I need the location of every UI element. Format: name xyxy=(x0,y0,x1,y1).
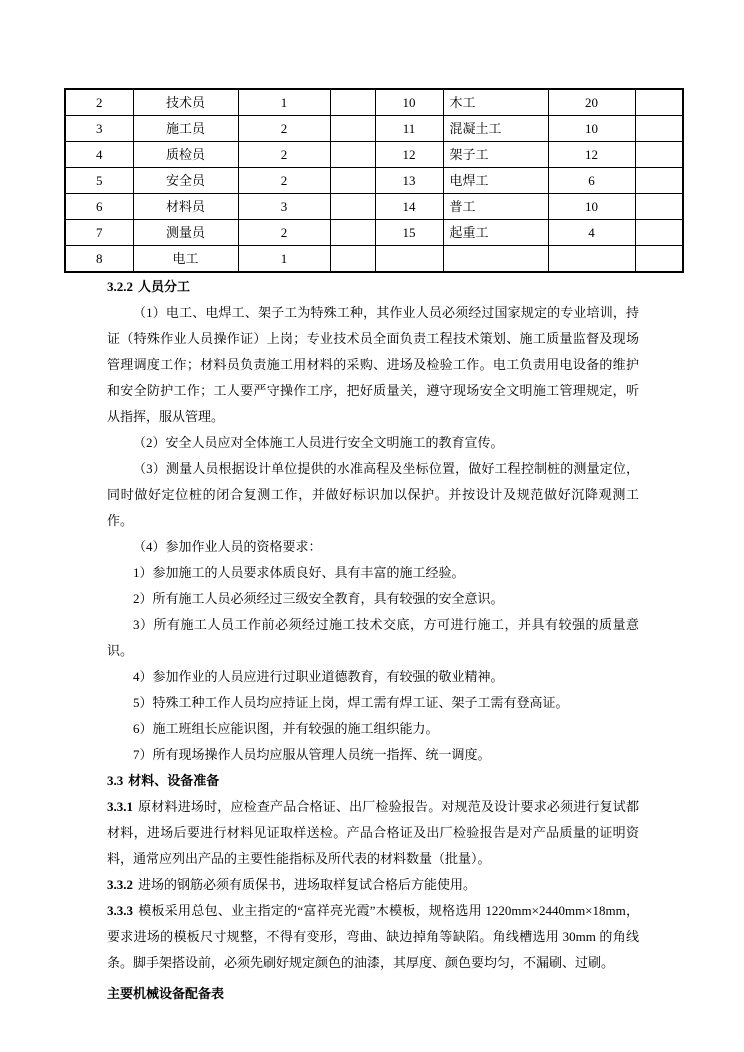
paragraph-1: （1）电工、电焊工、架子工为特殊工种，其作业人员必须经过国家规定的专业培训，持证（特殊作业人员操作证）上岗；专业技术员全面负责工程技术策划、施工质量监督及现场管理调度工作；材料员负责施工用材料的采购、进场及检验工作。电工负责用电设备的维护和安全防护工作；工人要严守操作工序，把好质量关，遵守现场安全文明施工管理规定，听从指挥，服从管理。 xyxy=(107,305,639,424)
trade-cell: 起重工 xyxy=(443,220,548,246)
trade-cell xyxy=(443,246,548,273)
section-heading-3-3 xyxy=(107,768,639,794)
serial-cell: 10 xyxy=(375,89,443,116)
list-item-3: 3）所有施工人员工作前必须经过施工技术交底，方可进行施工，并具有较强的质量意识。 xyxy=(107,617,639,658)
list-item-1: 1）参加施工的人员要求体质良好、具有丰富的施工经验。 xyxy=(133,565,465,580)
serial-cell: 3 xyxy=(65,116,133,142)
role-cell: 技术员 xyxy=(133,89,238,116)
paragraph-3-3-1 xyxy=(107,794,639,872)
serial-cell: 13 xyxy=(375,168,443,194)
qty-cell: 2 xyxy=(238,142,330,168)
serial-cell: 5 xyxy=(65,168,133,194)
qty-cell: 12 xyxy=(548,142,635,168)
empty-cell xyxy=(635,142,683,168)
table-row xyxy=(65,194,683,220)
trade-cell: 电焊工 xyxy=(443,168,548,194)
serial-cell xyxy=(375,246,443,273)
serial-cell: 4 xyxy=(65,142,133,168)
trade-cell: 混凝土工 xyxy=(443,116,548,142)
qty-cell xyxy=(548,246,635,273)
empty-cell xyxy=(635,246,683,273)
paragraph-3-3-3 xyxy=(107,898,639,976)
paragraph-4: （4）参加作业人员的资格要求： xyxy=(133,539,322,554)
table-row xyxy=(65,142,683,168)
trade-cell: 木工 xyxy=(443,89,548,116)
empty-cell xyxy=(330,246,375,273)
serial-cell: 2 xyxy=(65,89,133,116)
section-title: 人员分工 xyxy=(138,279,191,294)
qty-cell: 2 xyxy=(238,116,330,142)
section-number: 3.3 xyxy=(107,773,124,788)
heading-text: 主要机械设备配备表 xyxy=(107,986,225,1001)
list-item-6: 6）施工班组长应能识图，并有较强的施工组织能力。 xyxy=(133,721,439,736)
qty-cell: 20 xyxy=(548,89,635,116)
document-body xyxy=(107,274,639,1007)
table-row xyxy=(65,246,683,273)
qty-cell: 10 xyxy=(548,194,635,220)
qty-cell: 10 xyxy=(548,116,635,142)
role-cell: 测量员 xyxy=(133,220,238,246)
qty-cell: 6 xyxy=(548,168,635,194)
qty-cell: 3 xyxy=(238,194,330,220)
machine-table-heading xyxy=(107,981,639,1007)
qty-cell: 4 xyxy=(548,220,635,246)
list-item-5: 5）特殊工种工作人员均应持证上岗，焊工需有焊工证、架子工需有登高证。 xyxy=(133,695,569,710)
serial-cell: 6 xyxy=(65,194,133,220)
qty-cell: 2 xyxy=(238,220,330,246)
table-row xyxy=(65,89,683,116)
list-item-7: 7）所有现场操作人员均应服从管理人员统一指挥、统一调度。 xyxy=(133,747,491,762)
qty-cell: 1 xyxy=(238,246,330,273)
empty-cell xyxy=(635,116,683,142)
serial-cell: 12 xyxy=(375,142,443,168)
table-row xyxy=(65,116,683,142)
clause-number: 3.3.3 xyxy=(107,903,133,918)
role-cell: 材料员 xyxy=(133,194,238,220)
staff-allocation-table xyxy=(64,88,684,273)
empty-cell xyxy=(330,116,375,142)
serial-cell: 14 xyxy=(375,194,443,220)
list-item-2: 2）所有施工人员必须经过三级安全教育，具有较强的安全意识。 xyxy=(133,591,504,606)
empty-cell xyxy=(635,89,683,116)
clause-number: 3.3.1 xyxy=(107,799,133,814)
role-cell: 质检员 xyxy=(133,142,238,168)
table-row xyxy=(65,220,683,246)
clause-number: 3.3.2 xyxy=(107,877,133,892)
role-cell: 电工 xyxy=(133,246,238,273)
clause-text: 进场的钢筋必须有质保书，进场取样复试合格后方能使用。 xyxy=(138,877,477,892)
clause-text: 模板采用总包、业主指定的“富祥亮光霞”木模板，规格选用 1220mm×2440mm×18mm，要求进场的模板尺寸规整，不得有变形，弯曲、缺边掉角等缺陷。角线槽选用 30mm 的角线条。脚手架搭设前，必须先刷好规定颜色的油漆，其厚度、颜色要均匀，不漏刷、过刷。 xyxy=(107,903,639,970)
empty-cell xyxy=(330,194,375,220)
paragraph-3: （3）测量人员根据设计单位提供的水准高程及坐标位置，做好工程控制桩的测量定位，同时做好定位桩的闭合复测工作，并做好标识加以保护。并按设计及规范做好沉降观测工作。 xyxy=(107,461,639,528)
empty-cell xyxy=(330,89,375,116)
serial-cell: 11 xyxy=(375,116,443,142)
empty-cell xyxy=(330,168,375,194)
qty-cell: 1 xyxy=(238,89,330,116)
table-row xyxy=(65,168,683,194)
serial-cell: 8 xyxy=(65,246,133,273)
role-cell: 安全员 xyxy=(133,168,238,194)
empty-cell xyxy=(330,142,375,168)
serial-cell: 7 xyxy=(65,220,133,246)
list-item-4: 4）参加作业的人员应进行过职业道德教育，有较强的敬业精神。 xyxy=(133,669,504,684)
empty-cell xyxy=(635,168,683,194)
trade-cell: 普工 xyxy=(443,194,548,220)
section-title: 材料、设备准备 xyxy=(128,773,220,788)
role-cell: 施工员 xyxy=(133,116,238,142)
empty-cell xyxy=(635,194,683,220)
section-number: 3.2.2 xyxy=(107,279,133,294)
qty-cell: 2 xyxy=(238,168,330,194)
trade-cell: 架子工 xyxy=(443,142,548,168)
section-heading-3-2-2 xyxy=(107,274,639,300)
clause-text: 原材料进场时，应检查产品合格证、出厂检验报告。对规范及设计要求必须进行复试都材料，进场后要进行材料见证取样送检。产品合格证及出厂检验报告是对产品质量的证明资料，通常应列出产品的主要性能指标及所代表的材料数量（批量）。 xyxy=(107,799,639,866)
empty-cell xyxy=(635,220,683,246)
paragraph-2: （2）安全人员应对全体施工人员进行安全文明施工的教育宣传。 xyxy=(133,435,504,450)
empty-cell xyxy=(330,220,375,246)
serial-cell: 15 xyxy=(375,220,443,246)
paragraph-3-3-2 xyxy=(107,872,639,898)
